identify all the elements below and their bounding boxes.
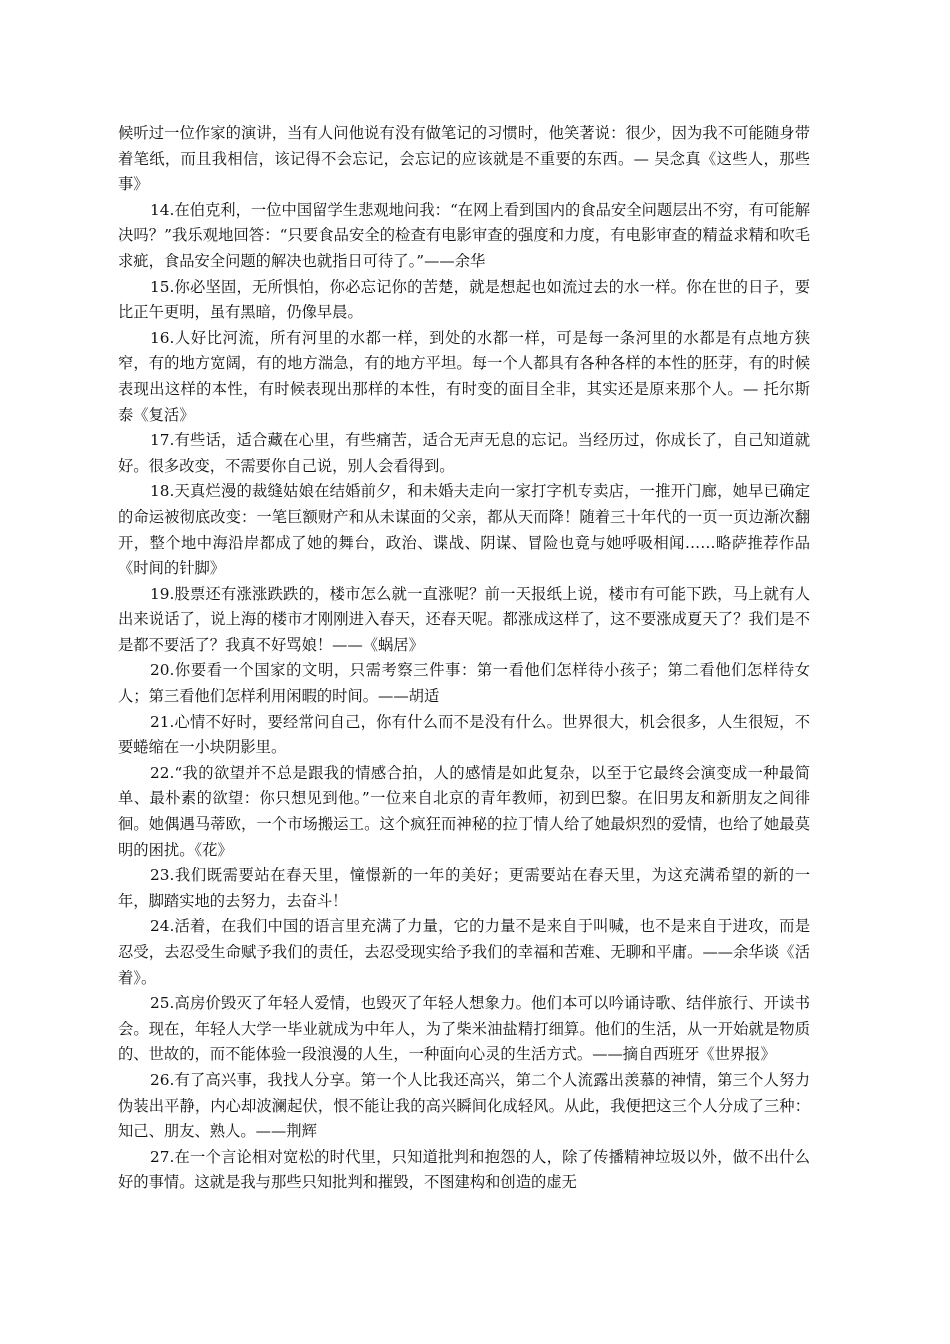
paragraph-18: 18.天真烂漫的裁缝姑娘在结婚前夕，和未婚夫走向一家打字机专卖店，一推开门廊，她早已确定的命运被彻底改变：一笔巨额财产和从未谋面的父亲，都从天而降！随着三十年代的一页一页边渐次翻开，整个地中海沿岸都成了她的舞台，政治、谍战、阴谋、冒险也竟与她呼吸相闻……略萨推荐作品《时间的针脚》 — [118, 482, 810, 578]
paragraph-16: 16.人好比河流，所有河里的水都一样，到处的水都一样，可是每一条河里的水都是有点地方狭窄，有的地方宽阔，有的地方湍急，有的地方平坦。每一个人都具有各种各样的本性的胚芽，有的时候表现出这样的本性，有时候表现出那样的本性，有时变的面目全非，其实还是原来那个人。— 托尔斯泰《复活》 — [118, 328, 810, 424]
paragraph-27: 27.在一个言论相对宽松的时代里，只知道批判和抱怨的人，除了传播精神垃圾以外，做不出什么好的事情。这就是我与那些只知批判和摧毁，不图建构和创造的虚无 — [118, 1147, 810, 1192]
paragraph-23: 23.我们既需要站在春天里，憧憬新的一年的美好；更需要站在春天里，为这充满希望的新的一年，脚踏实地的去努力，去奋斗！ — [118, 866, 810, 910]
paragraph-continuation: 候听过一位作家的演讲，当有人问他说有没有做笔记的习惯时，他笑著说：很少，因为我不可能随身带着笔纸，而且我相信，该记得不会忘记，会忘记的应该就是不重要的东西。— 吴念真《这些人，那些事》 — [118, 124, 810, 194]
paragraph-24: 24.活着，在我们中国的语言里充满了力量，它的力量不是来自于叫喊，也不是来自于进攻，而是忍受，去忍受生命赋予我们的责任，去忍受现实给予我们的幸福和苦难、无聊和平庸。——余华谈《活着》。 — [118, 917, 810, 987]
paragraph-22: 22.“我的欲望并不总是跟我的情感合拍，人的感情是如此复杂，以至于它最终会演变成一种最简单、最朴素的欲望：你只想见到他。”一位来自北京的青年教师，初到巴黎。在旧男友和新朋友之间徘徊。她偶遇马蒂欧，一个市场搬运工。这个疯狂而神秘的拉丁情人给了她最炽烈的爱情，也给了她最莫明的困扰。《花》 — [118, 763, 810, 859]
paragraph-14: 14.在伯克利，一位中国留学生悲观地问我：“在网上看到国内的食品安全问题层出不穷，有可能解决吗？”我乐观地回答：“只要食品安全的检查有电影审查的强度和力度，有电影审查的精益求精和吹毛求疵，食品安全问题的解决也就指日可待了。”——余华 — [118, 200, 810, 270]
paragraph-26: 26.有了高兴事，我找人分享。第一个人比我还高兴，第二个人流露出羡慕的神情，第三个人努力伪装出平静，内心却波澜起伏，恨不能让我的高兴瞬间化成轻风。从此，我便把这三个人分成了三种：知己、朋友、熟人。——荆辉 — [118, 1070, 810, 1141]
paragraph-17: 17.有些话，适合藏在心里，有些痛苦，适合无声无息的忘记。当经历过，你成长了，自己知道就好。很多改变，不需要你自己说，别人会看得到。 — [118, 431, 810, 475]
paragraph-21: 21.心情不好时，要经常问自己，你有什么而不是没有什么。世界很大，机会很多，人生很短，不要蜷缩在一小块阴影里。 — [118, 712, 810, 757]
paragraph-25: 25.高房价毁灭了年轻人爱情，也毁灭了年轻人想象力。他们本可以吟诵诗歌、结伴旅行、开读书会。现在，年轻人大学一毕业就成为中年人，为了柴米油盐精打细算。他们的生活，从一开始就是物质的、世故的，而不能体验一段浪漫的人生，一种面向心灵的生活方式。——摘自西班牙《世界报》 — [118, 994, 810, 1064]
paragraph-19: 19.股票还有涨涨跌跌的，楼市怎么就一直涨呢？前一天报纸上说，楼市有可能下跌，马上就有人出来说话了，说上海的楼市才刚刚进入春天，还春天呢。都涨成这样了，这不要涨成夏天了？我们是不是都不要活了？我真不好骂娘！——《蜗居》 — [118, 584, 810, 654]
document-page — [118, 121, 810, 1196]
paragraph-20: 20.你要看一个国家的文明，只需考察三件事：第一看他们怎样待小孩子；第二看他们怎样待女人；第三看他们怎样利用闲暇的时间。——胡适 — [118, 661, 810, 706]
paragraph-15: 15.你必坚固，无所惧怕，你必忘记你的苦楚，就是想起也如流过去的水一样。你在世的日子，要比正午更明，虽有黑暗，仍像早晨。 — [118, 277, 810, 322]
